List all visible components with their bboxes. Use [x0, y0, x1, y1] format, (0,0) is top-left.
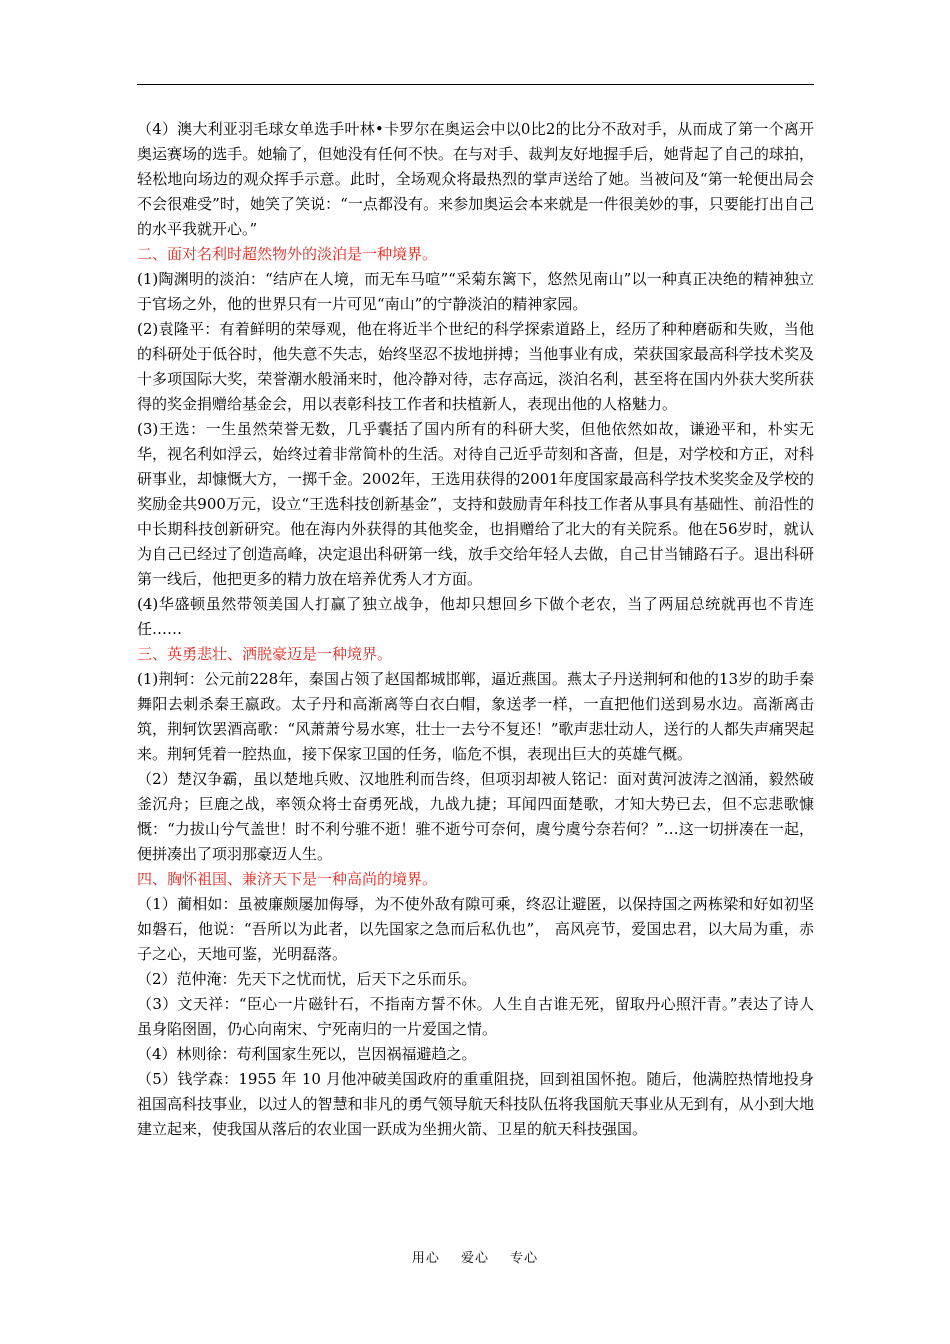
paragraph: （4）澳大利亚羽毛球女单选手叶林•卡罗尔在奥运会中以0比2的比分不敌对手，从而成了第一个离开奥运赛场的选手。她输了，但她没有任何不快。在与对手、裁判友好地握手后，她背起了自己的球拍，轻松地向场边的观众挥手示意。此时，全场观众将最热烈的掌声送给了她。当被问及“第一轮便出局会不会很难受”时，她笑了笑说：“一点都没有。来参加奥运会本来就是一件很美妙的事，只要能打出自己的水平我就开心。” [137, 120, 814, 238]
paragraph: （4）林则徐：苟利国家生死以，岂因祸福避趋之。 [137, 1045, 477, 1063]
section-heading: 三、英勇悲壮、洒脱豪迈是一种境界。 [137, 645, 393, 663]
footer-text-zhuanxin: 专心 [510, 1251, 539, 1266]
paragraph: （2）楚汉争霸，虽以楚地兵败、汉地胜利而告终，但项羽却被人铭记：面对黄河波涛之汹涌，毅然破釜沉舟；巨鹿之战，率领众将士奋勇死战，九战九捷；耳闻四面楚歌，才知大势已去，但不忘悲歌慷慨：“力拔山兮气盖世！时不利兮骓不逝！骓不逝兮可奈何，虞兮虞兮奈若何？”…这一切拼凑在一起，便拼凑出了项羽那豪迈人生。 [137, 770, 814, 863]
paragraph: （1）蔺相如：虽被廉颇屡加侮辱，为不使外敌有隙可乘，终忍让避匿，以保持国之两栋梁和好如初坚如磐石，他说：“吾所以为此者，以先国家之急而后私仇也”， 高风亮节，爱国忠君，以大局为重，赤子之心，天地可鉴，光明磊落。 [137, 895, 814, 963]
paragraph: (4)华盛顿虽然带领美国人打赢了独立战争，他却只想回乡下做个老农，当了两届总统就再也不肯连任…… [137, 595, 814, 638]
section-heading: 四、胸怀祖国、兼济天下是一种高尚的境界。 [137, 870, 438, 888]
paragraph: (1)荆轲：公元前228年，秦国占领了赵国都城邯郸，逼近燕国。燕太子丹送荆轲和他的13岁的助手秦舞阳去刺杀秦王嬴政。太子丹和高渐离等白衣白帽，象送孝一样，一直把他们送到易水边。高渐离击筑，荆轲饮罢酒高歌：“风萧萧兮易水寒，壮士一去兮不复还！”歌声悲壮动人，送行的人都失声痛哭起来。荆轲凭着一腔热血，接下保家卫国的任务，临危不惧，表现出巨大的英雄气概。 [137, 670, 814, 763]
footer-text-aixin: 爱心 [460, 1251, 489, 1266]
footer-text-yongxin: 用心 [411, 1251, 440, 1266]
paragraph: （5）钱学森：1955 年 10 月他冲破美国政府的重重阻挠，回到祖国怀抱。随后，他满腔热情地投身祖国高科技事业，以过人的智慧和非凡的勇气领导航天科技队伍将我国航天事业从无到有，从小到大地建立起来，使我国从落后的农业国一跃成为坐拥火箭、卫星的航天科技强国。 [137, 1070, 814, 1138]
section-heading: 二、面对名利时超然物外的淡泊是一种境界。 [137, 245, 438, 263]
page-footer [0, 1247, 950, 1266]
paragraph: (2)袁隆平：有着鲜明的荣辱观，他在将近半个世纪的科学探索道路上，经历了种种磨砺和失败，当他的科研处于低谷时，他失意不失志，始终坚忍不拔地拼搏；当他事业有成，荣获国家最高科学技术奖及十多项国际大奖，荣誉潮水般涌来时，他冷静对待，志存高远，淡泊名利，甚至将在国内外获大奖所获得的奖金捐赠给基金会，用以表彰科技工作者和扶植新人，表现出他的人格魅力。 [137, 320, 814, 413]
document-body [137, 117, 814, 1142]
paragraph: （3）文天祥：“臣心一片磁针石，不指南方誓不休。人生自古谁无死，留取丹心照汗青。”表达了诗人虽身陷囹圄，仍心向南宋、宁死南归的一片爱国之情。 [137, 995, 814, 1038]
paragraph: （2）范仲淹：先天下之忧而忧，后天下之乐而乐。 [137, 970, 477, 988]
paragraph: (1)陶渊明的淡泊：“结庐在人境，而无车马喧”“采菊东篱下，悠然见南山”以一种真正决绝的精神独立于官场之外，他的世界只有一片可见“南山”的宁静淡泊的精神家园。 [137, 270, 814, 313]
paragraph: (3)王选：一生虽然荣誉无数，几乎囊括了国内所有的科研大奖，但他依然如故，谦逊平和，朴实无华，视名利如浮云，始终过着非常简朴的生活。对待自己近乎苛刻和吝啬，但是，对学校和方正，对科研事业，却慷慨大方，一掷千金。2002年，王选用获得的2001年度国家最高科学技术奖奖金及学校的奖励金共900万元，设立“王选科技创新基金”，支持和鼓励青年科技工作者从事具有基础性、前沿性的中长期科技创新研究。他在海内外获得的其他奖金，也捐赠给了北大的有关院系。他在56岁时，就认为自己已经过了创造高峰，决定退出科研第一线，放手交给年轻人去做，自己甘当铺路石子。退出科研第一线后，他把更多的精力放在培养优秀人才方面。 [137, 420, 814, 588]
header-rule [137, 84, 814, 85]
